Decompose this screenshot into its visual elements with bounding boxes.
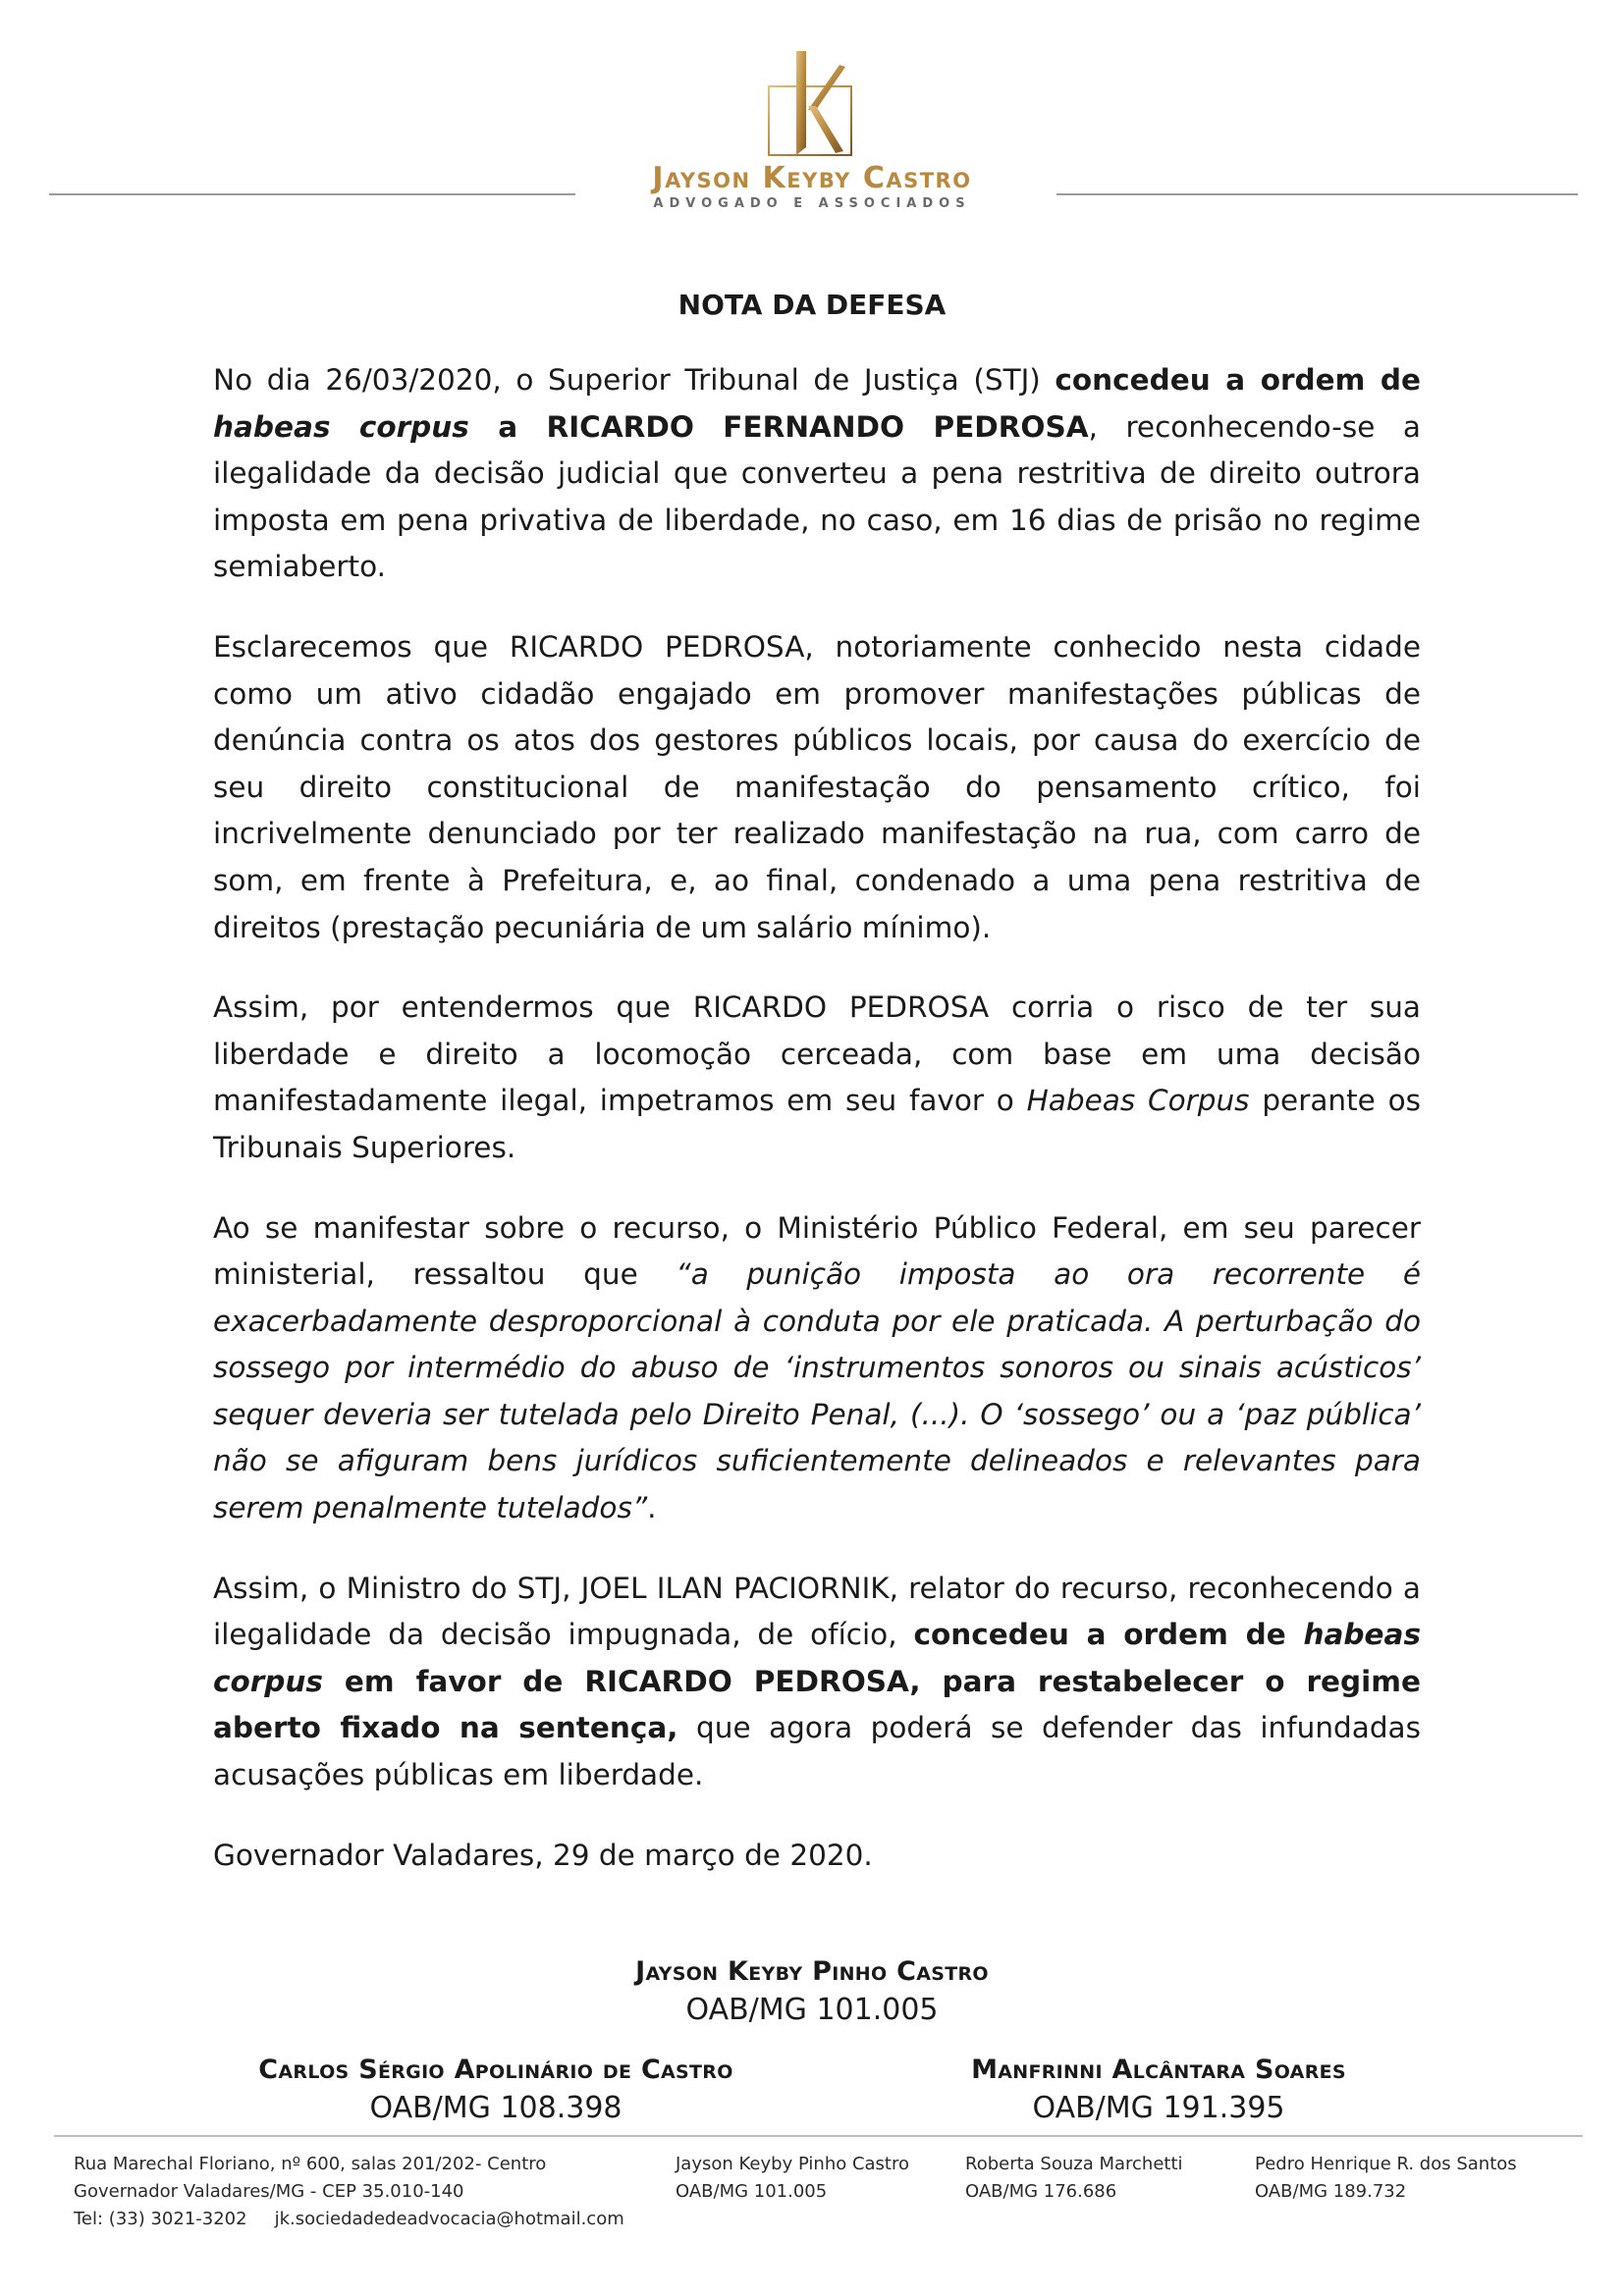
text-run: perante os Tribunais Superiores. [213,1084,1421,1164]
signature-oab: OAB/MG 101.005 [685,1993,939,2027]
footer-lawyer-oab: OAB/MG 176.686 [965,2181,1117,2202]
text-run: Esclarecemos que RICARDO PEDROSA, notoriamente conhecido nesta cidade como um ativo cidadão engajado em promover manifestações públicas de denúncia contra os atos dos gestores públicos locais, por causa do exercício de seu direito constitucional de manifestação do pensamento crítico, foi incrivelmente denunciado por ter realizado manifestação na rua, com carro de som, em frente à Prefeitura, e, ao final, condenado a uma pena restritiva de direitos (prestação pecuniária de um salário mínimo). [213,629,1421,944]
footer-address-line: Governador Valadares/MG - CEP 35.010-140 [74,2181,464,2202]
footer-address-line: Rua Marechal Floriano, nº 600, salas 201/202- Centro [74,2154,547,2174]
footer-lawyer [965,2151,1183,2206]
text-run: que agora poderá se defender das infundadas acusações públicas em liberdade. [213,1711,1421,1792]
footer-lawyer-oab: OAB/MG 101.005 [676,2181,828,2202]
text-run: Habeas Corpus [1026,1084,1250,1118]
footer-lawyer-name: Roberta Souza Marchetti [965,2154,1183,2174]
signature-oab: OAB/MG 191.395 [1032,2091,1285,2125]
text-run: No dia 26/03/2020, o Superior Tribunal de Justiça (STJ) [213,363,1056,397]
document-body [213,357,1421,1912]
body-paragraph [213,985,1421,1171]
body-paragraph [213,1833,1421,1880]
body-paragraph [213,1566,1421,1799]
text-run: habeas corpus [213,1618,1421,1698]
signature-name: Manfrinni Alcântara Soares [971,2055,1346,2085]
signature-right [884,2055,1434,2125]
brand-subtitle: ADVOGADO E ASSOCIADOS [653,196,971,211]
brand-logo-icon [767,49,853,157]
text-run: Assim, o Ministro do STJ, JOEL ILAN PACIORNIK, relator do recurso, reconhecendo a ilegalidade da decisão impugnada, de ofício, [213,1571,1421,1652]
footer-lawyer-oab: OAB/MG 189.732 [1255,2181,1407,2202]
footer-address [74,2151,624,2233]
footer-rule [54,2135,1583,2137]
text-run: concedeu a ordem de [1055,363,1421,397]
text-run: “a punição imposta ao ora recorrente é exacerbadamente desproporcional à conduta por ele praticada. A perturbação do sossego por intermédio do abuso de ‘instrumentos sonoros ou sinais acústicos’ sequer deveria ser tutelada pelo Direito Penal, (...). O ‘sossego’ ou a ‘paz pública’ não se afiguram bens jurídicos suficientemente delineados e relevantes para serem penalmente tutelados” [213,1257,1422,1525]
text-run: a RICARDO FERNANDO PEDROSA [468,409,1089,444]
footer-phone: Tel: (33) 3021-3202 [74,2209,247,2229]
text-run: , reconhecendo-se a ilegalidade da decisão judicial que converteu a pena restritiva de direito outrora imposta em pena privativa de liberdade, no caso, em 16 dias de prisão no regime semiaberto. [213,409,1421,584]
signature-left [157,2055,835,2125]
brand-name: Jayson Keyby Castro [652,161,972,195]
text-run: concedeu a ordem de [913,1618,1304,1652]
header-rule-left [49,193,575,195]
header-rule-right [1056,193,1578,195]
body-paragraph [213,357,1421,591]
footer-lawyer [1255,2151,1517,2206]
signature-name: Jayson Keyby Pinho Castro [635,1956,989,1987]
document-title: NOTA DA DEFESA [677,289,947,321]
footer-lawyer-name: Jayson Keyby Pinho Castro [676,2154,910,2174]
text-run: habeas corpus [213,409,469,444]
footer-lawyer [676,2151,909,2206]
text-run: . [647,1491,657,1525]
footer-lawyer-name: Pedro Henrique R. dos Santos [1255,2154,1517,2174]
signature-oab: OAB/MG 108.398 [369,2091,623,2125]
footer-email[interactable]: jk.sociedadedeadvocacia@hotmail.com [274,2209,624,2229]
text-run: Governador Valadares, 29 de março de 2020. [213,1838,873,1872]
text-run: Assim, por entendermos que RICARDO PEDROSA corria o risco de ter sua liberdade e direito a locomoção cerceada, com base em uma decisão manifestadamente ilegal, impetramos em seu favor o [213,990,1421,1118]
signature-primary [419,1956,1205,2027]
body-paragraph [213,624,1421,951]
body-paragraph [213,1205,1421,1532]
signature-name: Carlos Sérgio Apolinário de Castro [258,2055,733,2085]
text-run: Ao se manifestar sobre o recurso, o Ministério Público Federal, em seu parecer ministerial, ressaltou que [213,1210,1421,1292]
text-run: em favor de RICARDO PEDROSA, para restabelecer o regime aberto fixado na sentença, [213,1664,1421,1745]
